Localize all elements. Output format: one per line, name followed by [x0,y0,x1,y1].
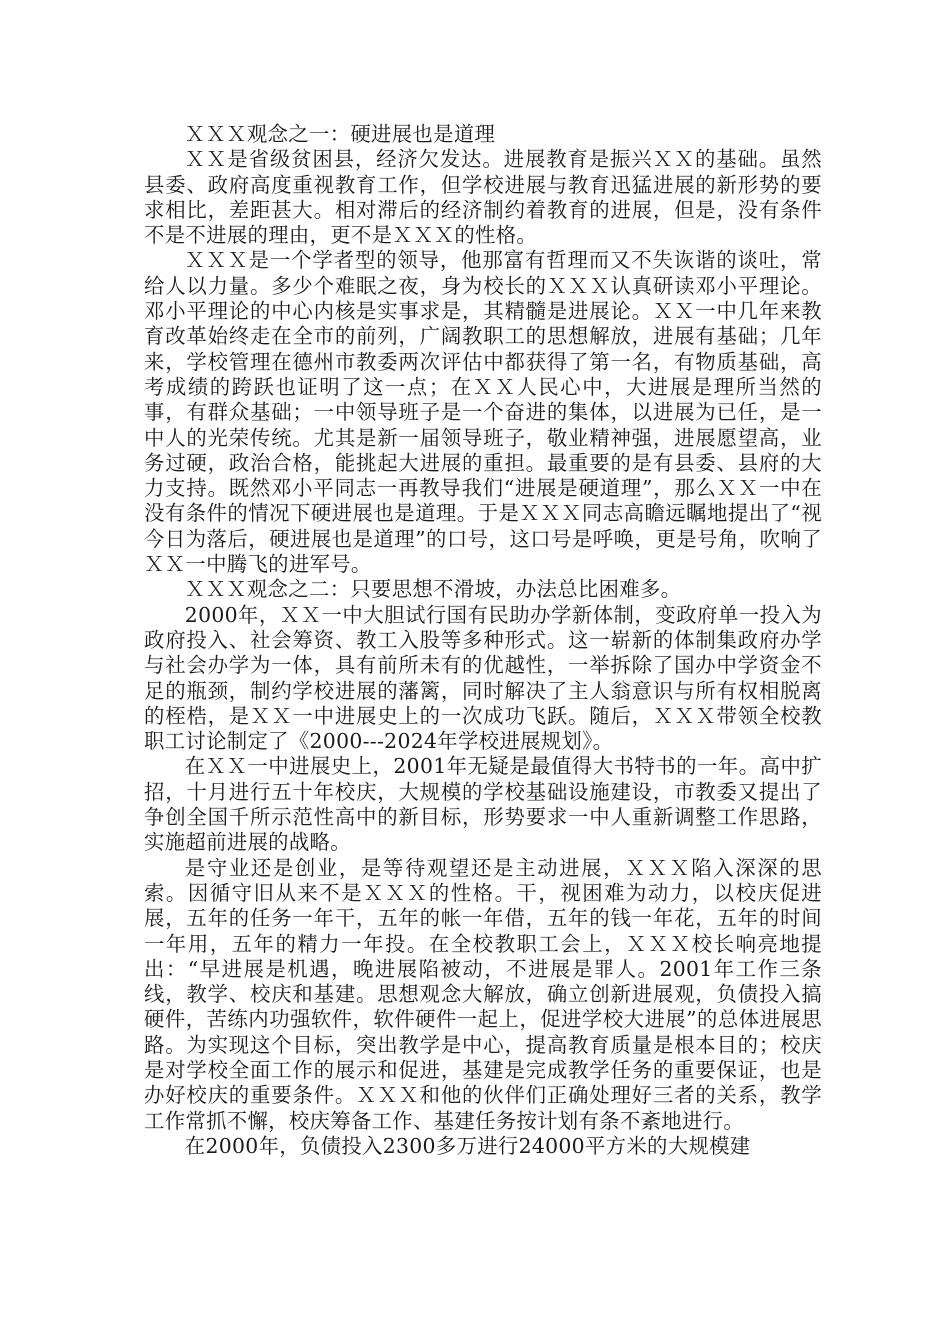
paragraph: 在2000年，负债投入2300多万进行24000平方米的大规模建 [184,1133,751,1158]
paragraph: ＸＸ是省级贫困县，经济欠发达。进展教育是振兴ＸＸ的基础。虽然县委、政府高度重视教育工作，但学校进展与教育迅猛进展的新形势的要求相比，差距甚大。相对滞后的经济制约着教育的进展，但是，没有条件不是不进展的理由，更不是ＸＸＸ的性格。 [144,147,822,248]
paragraph: 2000年，ＸＸ一中大胆试行国有民助办学新体制，变政府单一投入为政府投入、社会筹资、教工入股等多种形式。这一崭新的体制集政府办学与社会办学为一体，具有前所未有的优越性，一举拆除了国办中学资金不足的瓶颈，制约学校进展的藩篱，同时解决了主人翁意识与所有权相脱离的桎梏，是ＸＸ一中进展史上的一次成功飞跃。随后，ＸＸＸ带领全校教职工讨论制定了《2000---2024年学校进展规划》。 [144,602,822,754]
paragraph: ＸＸＸ是一个学者型的领导，他那富有哲理而又不失诙谐的谈吐，常给人以力量。多少个难眠之夜，身为校长的ＸＸＸ认真研读邓小平理论。邓小平理论的中心内核是实事求是，其精髓是进展论。ＸＸ一中几年来教育改革始终走在全市的前列，广阔教职工的思想解放，进展有基础；几年来，学校管理在德州市教委两次评估中都获得了第一名，有物质基础，高考成绩的跨跃也证明了这一点；在ＸＸ人民心中，大进展是理所当然的事，有群众基础；一中领导班子是一个奋进的集体，以进展为已任，是一中人的光荣传统。尤其是新一届领导班子，敬业精神强，进展愿望高，业务过硬，政治合格，能挑起大进展的重担。最重要的是有县委、县府的大力支持。既然邓小平同志一再教导我们“进展是硬道理”，那么ＸＸ一中在没有条件的情况下硬进展也是道理。于是ＸＸＸ同志高瞻远瞩地提出了“视今日为落后，硬进展也是道理”的口号，这口号是呼唤，更是号角，吹响了ＸＸ一中腾飞的进军号。 [144,248,822,577]
paragraph: 是守业还是创业，是等待观望还是主动进展，ＸＸＸ陷入深深的思索。因循守旧从来不是ＸＸＸ的性格。干，视困难为动力，以校庆促进展，五年的任务一年干，五年的帐一年借，五年的钱一年花，五年的时间一年用，五年的精力一年投。在全校教职工会上，ＸＸＸ校长响亮地提出：“早进展是机遇，晚进展陷被动，不进展是罪人。2001年工作三条线，教学、校庆和基建。思想观念大解放，确立创新进展观，负债投入搞硬件，苦练内功强软件，软件硬件一起上，促进学校大进展”的总体进展思路。为实现这个目标，突出教学是中心，提高教育质量是根本目的；校庆是对学校全面工作的展示和促进，基建是完成教学任务的重要保证，也是办好校庆的重要条件。ＸＸＸ和他的伙伴们正确处理好三者的关系，教学工作常抓不懈，校庆筹备工作、基建任务按计划有条不紊地进行。 [144,855,822,1133]
paragraph: 在ＸＸ一中进展史上，2001年无疑是最值得大书特书的一年。高中扩招，十月进行五十年校庆，大规模的学校基础设施建设，市教委又提出了争创全国千所示范性高中的新目标，形势要求一中人重新调整工作思路，实施超前进展的战略。 [144,754,822,855]
document-body [144,122,822,1159]
section-heading: ＸＸＸ观念之二：只要思想不滑坡，办法总比困难多。 [184,577,682,602]
section-heading: ＸＸＸ观念之一：硬进展也是道理 [184,122,496,146]
